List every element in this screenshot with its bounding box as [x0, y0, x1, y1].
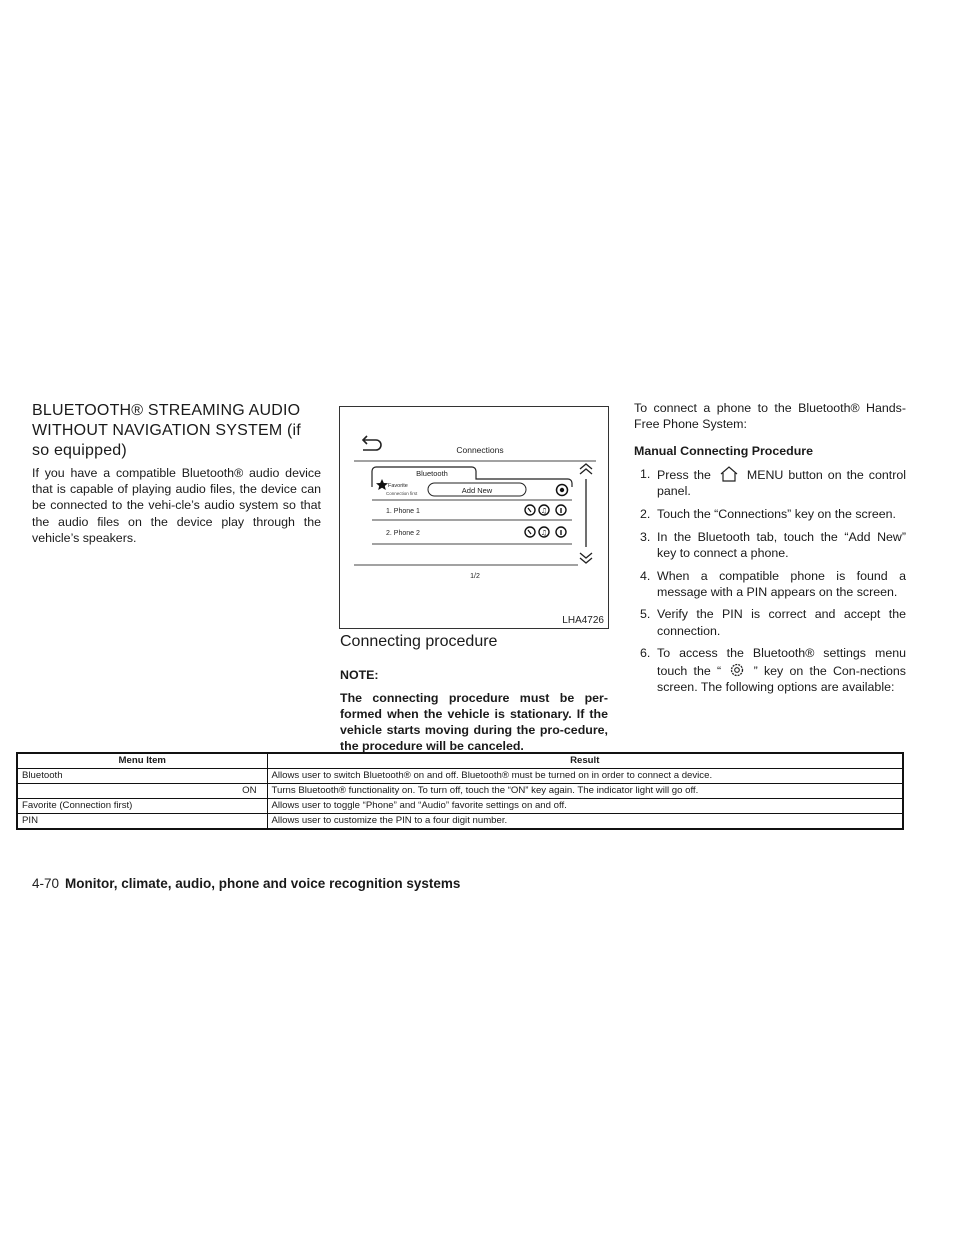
menu-item-cell: ON — [17, 784, 267, 799]
phone-row-label[interactable]: 2. Phone 2 — [386, 530, 420, 537]
info-icon[interactable] — [556, 505, 566, 515]
figure-label: LHA4726 — [562, 615, 604, 626]
column-header: Result — [267, 753, 903, 769]
step-number: 1. — [640, 467, 651, 481]
step-text: In the Bluetooth tab, touch the “Add New” key to connect a phone. — [657, 529, 906, 560]
table-row — [17, 769, 903, 784]
chapter-title: Monitor, climate, audio, phone and voice recognition systems — [65, 876, 461, 891]
section-title-line: BLUETOOTH® STREAMING AUDIO — [32, 402, 301, 419]
phone-row-label[interactable]: 1. Phone 1 — [386, 508, 420, 515]
step-number: 4. — [640, 568, 651, 583]
back-arrow-icon — [363, 436, 381, 450]
procedure-intro: To connect a phone to the Bluetooth® Hands-Free Phone System: — [634, 401, 906, 432]
section-title-line: WITHOUT NAVIGATION SYSTEM (if — [32, 422, 301, 439]
result-cell: Allows user to toggle “Phone” and “Audio” favorite settings on and off. — [267, 799, 903, 814]
table-row — [17, 814, 903, 830]
table-row — [17, 784, 903, 799]
favorite-sublabel: Connection first — [386, 491, 418, 496]
procedure-step — [634, 529, 906, 561]
phone-icon — [525, 505, 535, 515]
tab-bluetooth-label[interactable]: Bluetooth — [416, 469, 448, 478]
page-indicator: 1/2 — [470, 573, 480, 580]
screen-title: Connections — [456, 445, 504, 455]
connections-screen-figure — [339, 406, 609, 629]
settings-icon — [729, 662, 745, 678]
procedure-step — [634, 645, 906, 695]
settings-icon[interactable] — [557, 485, 568, 496]
svg-text:♫: ♫ — [540, 529, 548, 537]
menu-item-cell: Favorite (Connection first) — [17, 799, 267, 814]
bluetooth-settings-table — [16, 752, 904, 830]
menu-item-cell: PIN — [17, 814, 267, 830]
table-header-row — [17, 753, 903, 769]
procedure-step — [634, 568, 906, 600]
section-body: If you have a compatible Bluetooth® audio device that is capable of playing audio files, the device can be connected to the vehi-cle’s audio system so that the audio files on the device play through the vehicle’s speakers. — [32, 466, 321, 545]
step-number: 2. — [640, 506, 651, 521]
result-cell: Allows user to switch Bluetooth® on and off. Bluetooth® must be turned on in order to connect a device. — [267, 769, 903, 784]
audio-icon — [539, 527, 549, 537]
scroll-down-icon[interactable] — [580, 553, 592, 563]
svg-text:♫: ♫ — [540, 507, 548, 515]
page-footer — [32, 876, 460, 891]
table-row — [17, 799, 903, 814]
procedure-step — [634, 466, 906, 499]
section-title-line: so equipped) — [32, 442, 127, 459]
step-number: 6. — [640, 646, 651, 661]
favorite-label[interactable]: Favorite — [388, 483, 408, 489]
page-number: 4-70 — [32, 876, 60, 891]
figure-illustration — [340, 407, 608, 628]
step-text: Verify the PIN is correct and accept the connection. — [657, 607, 906, 638]
step-text: ” key on the Con-nections screen. The following options are available: — [657, 663, 906, 694]
column-header: Menu Item — [17, 753, 267, 769]
step-number: 5. — [640, 607, 651, 622]
step-text: To access the Bluetooth® settings menu touch the “ — [657, 646, 906, 678]
result-cell: Allows user to customize the PIN to a four digit number. — [267, 814, 903, 830]
audio-icon — [539, 505, 549, 515]
section-title — [32, 401, 332, 461]
procedure-step — [634, 506, 906, 522]
result-cell: Turns Bluetooth® functionality on. To turn off, touch the “ON” key again. The indicator light will go off. — [267, 784, 903, 799]
subsection-title: Connecting procedure — [340, 633, 498, 650]
add-new-label: Add New — [461, 486, 493, 495]
note-label: NOTE: — [340, 668, 379, 682]
step-text: Press the — [657, 468, 711, 482]
procedure-steps — [634, 466, 906, 701]
phone-icon — [525, 527, 535, 537]
scroll-up-icon[interactable] — [580, 464, 592, 474]
step-text: When a compatible phone is found a message with a PIN appears on the screen. — [657, 568, 906, 599]
info-icon[interactable] — [556, 527, 566, 537]
procedure-heading: Manual Connecting Procedure — [634, 444, 813, 458]
step-number: 3. — [640, 529, 651, 544]
step-text: Touch the “Connections” key on the screen. — [657, 506, 896, 521]
menu-item-cell: Bluetooth — [17, 769, 267, 784]
step-text: MENU button on the control panel. — [657, 468, 906, 499]
home-icon — [718, 466, 740, 482]
star-icon — [376, 479, 388, 490]
note-text: The connecting procedure must be per-formed when the vehicle is stationary. If the vehicle starts moving during the pro-cedure, the procedure will be canceled. — [340, 691, 608, 753]
procedure-step — [634, 606, 906, 638]
